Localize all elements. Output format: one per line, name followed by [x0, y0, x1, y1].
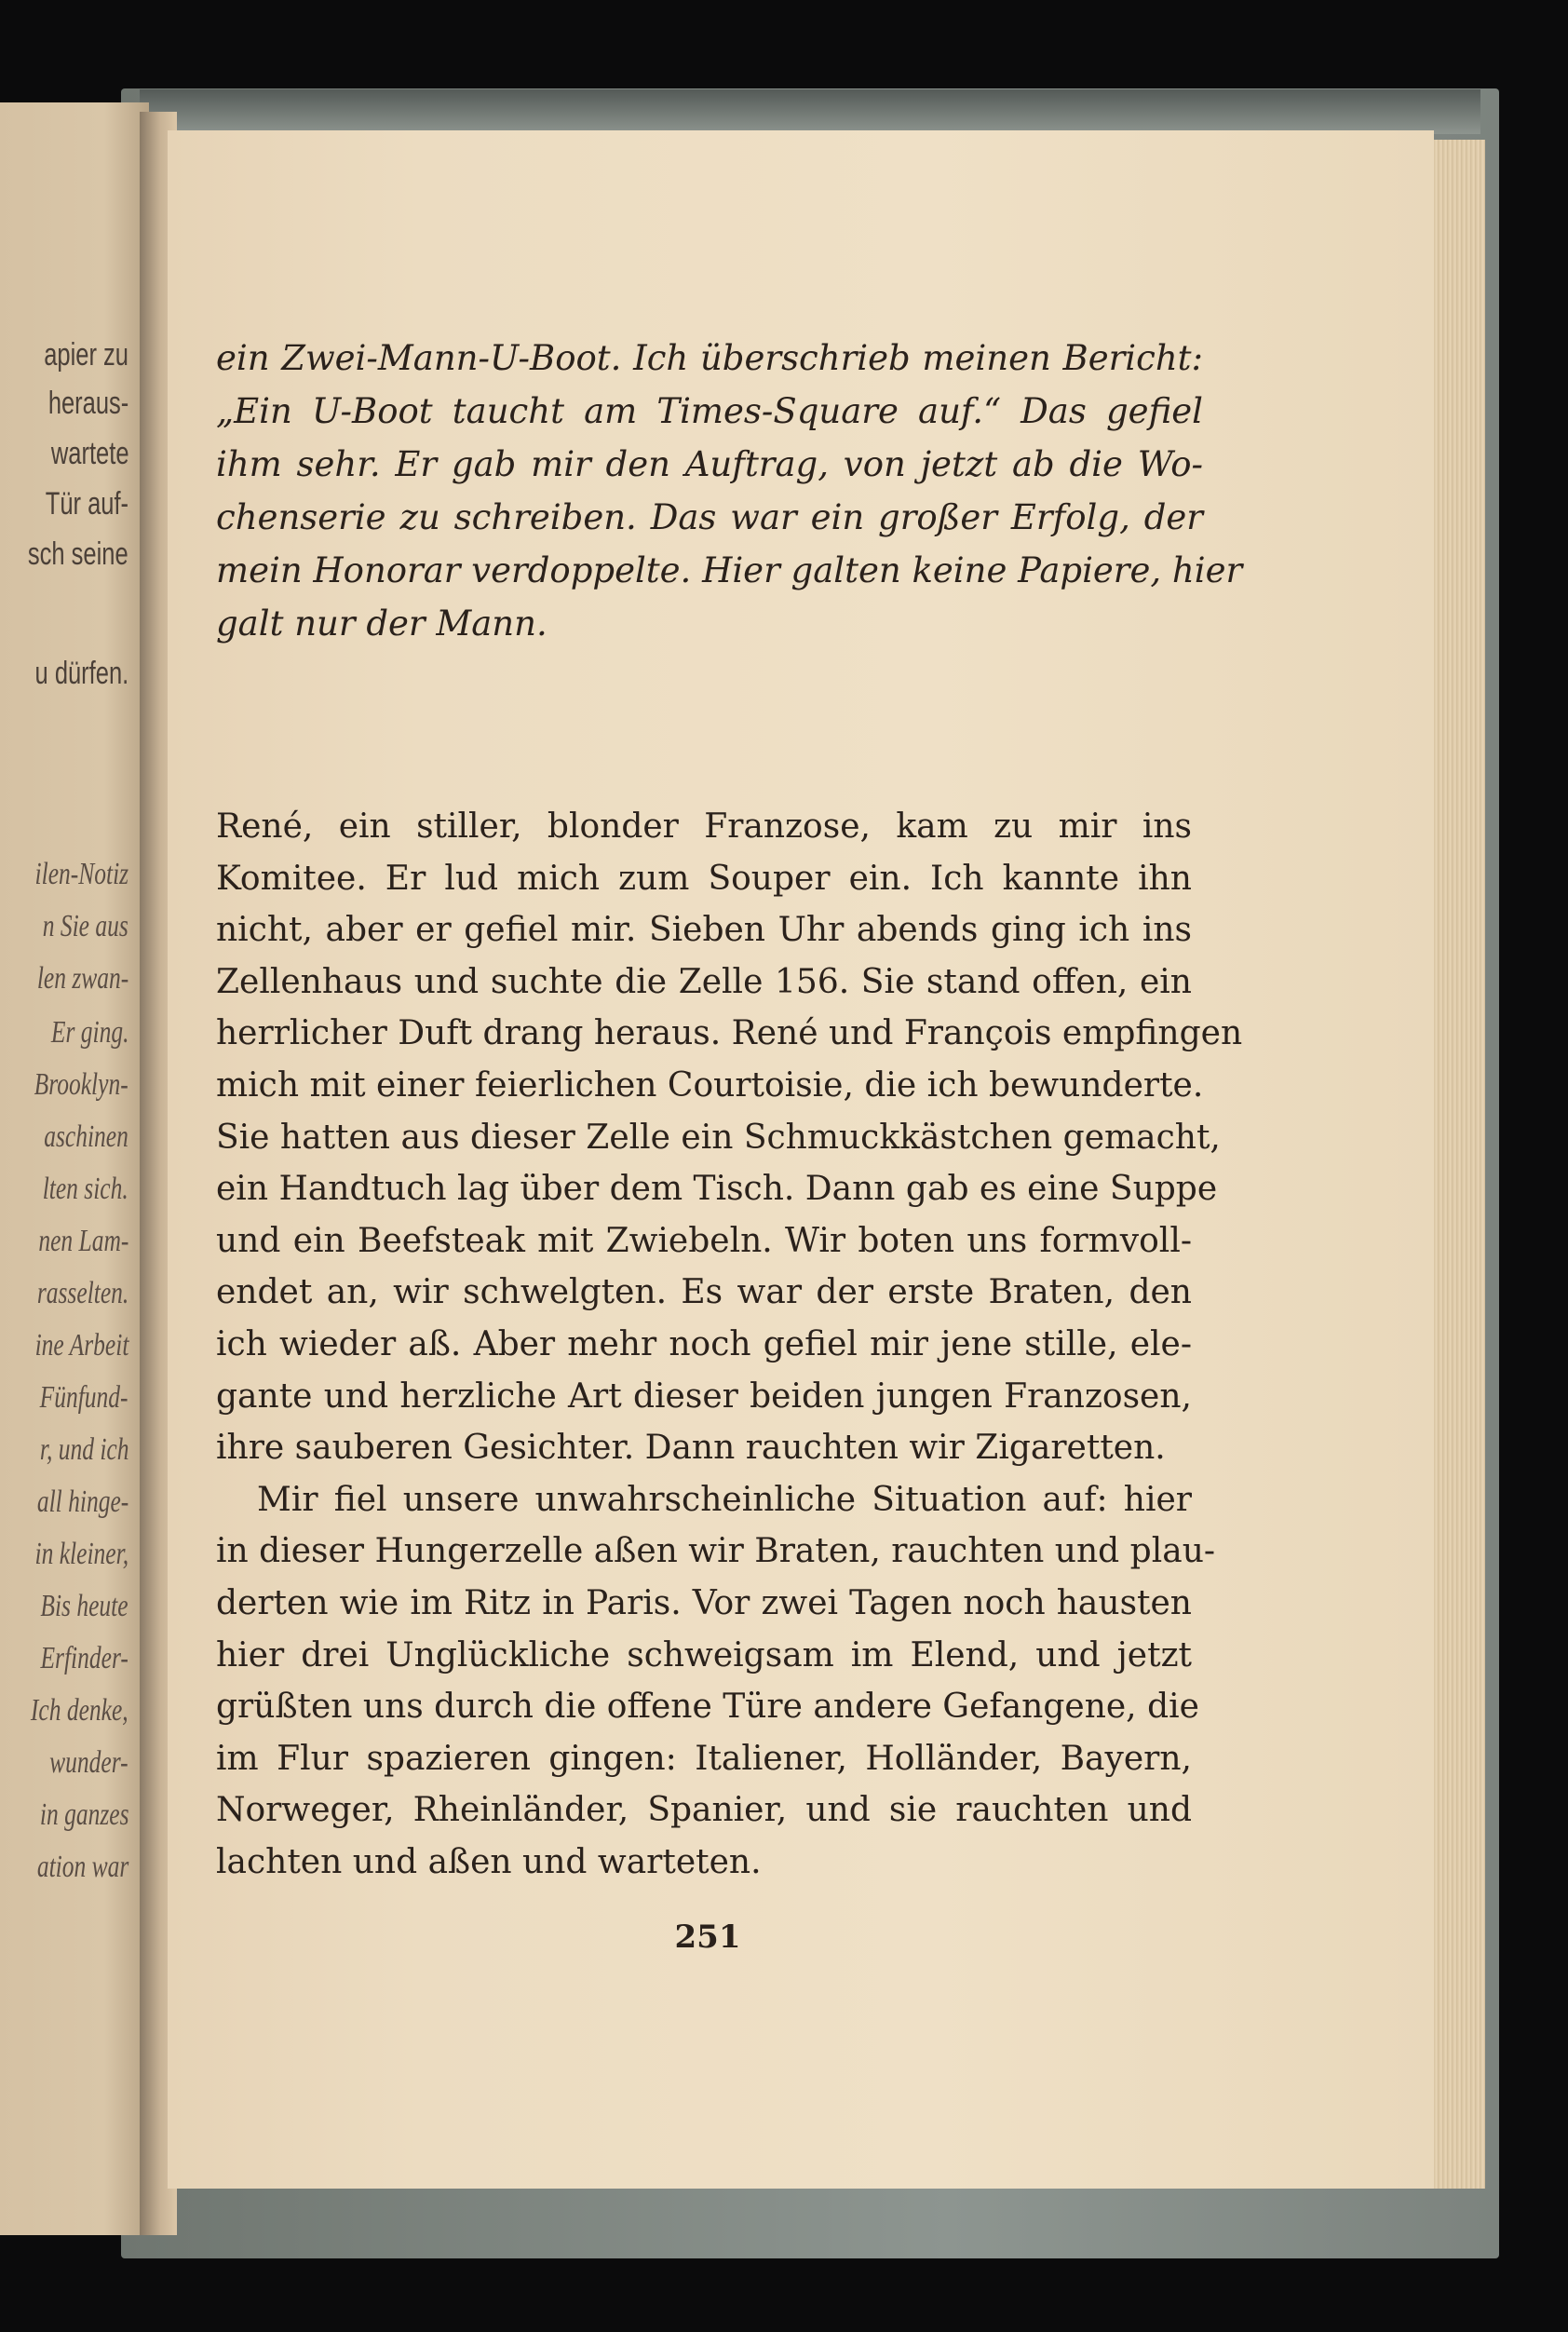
- page-number: 251: [674, 1918, 741, 1956]
- facing-page-line: heraus-: [47, 386, 128, 421]
- text-line: derten wie im Ritz in Paris. Vor zwei Tagen noch hausten: [216, 1583, 1192, 1622]
- text-line: ihm sehr. Er gab mir den Auftrag, von jetzt ab die Wo-: [216, 444, 1203, 484]
- text-line: grüßten uns durch die offene Türe andere Gefangene, die: [216, 1688, 1199, 1727]
- text-line: ich wieder aß. Aber mehr noch gefiel mir jene stille, ele-: [216, 1324, 1192, 1363]
- facing-page-line: ation war: [36, 1850, 128, 1884]
- facing-page-line: nen Lam-: [37, 1224, 128, 1258]
- text-line: gante und herzliche Art dieser beiden jungen Franzosen,: [216, 1376, 1192, 1416]
- facing-page-line: len zwan-: [36, 961, 128, 996]
- facing-page-line: in kleiner,: [34, 1537, 128, 1571]
- text-line: im Flur spazieren gingen: Italiener, Holländer, Bayern,: [216, 1739, 1192, 1778]
- text-line: ein Zwei-Mann-U-Boot. Ich überschrieb meinen Bericht:: [216, 338, 1203, 378]
- body-paragraphs: [216, 801, 1243, 1888]
- text-line: Zellenhaus und suchte die Zelle 156. Sie stand offen, ein: [216, 962, 1192, 1001]
- facing-page-line: in ganzes: [39, 1797, 128, 1832]
- facing-page-line: wunder-: [49, 1745, 128, 1780]
- text-line: chenserie zu schreiben. Das war ein großer Erfolg, der: [216, 497, 1203, 537]
- facing-page: [0, 102, 149, 2235]
- facing-page-line: Brooklyn-: [34, 1067, 128, 1102]
- text-line: mich mit einer feierlichen Courtoisie, die ich bewunderte.: [216, 1065, 1204, 1105]
- facing-page-line: Tür auf-: [45, 486, 128, 522]
- book-spine-top: [140, 89, 1480, 134]
- text-line: galt nur der Mann.: [216, 603, 547, 644]
- facing-page-line: Er ging.: [50, 1015, 128, 1050]
- text-line: Mir fiel unsere unwahrscheinliche Situation auf: hier: [257, 1480, 1192, 1519]
- text-line: Sie hatten aus dieser Zelle ein Schmuckkästchen gemacht,: [216, 1118, 1221, 1157]
- text-line: mein Honorar verdoppelte. Hier galten keine Papiere, hier: [216, 550, 1243, 590]
- facing-page-line: u dürfen.: [34, 656, 128, 691]
- text-line: René, ein stiller, blonder Franzose, kam zu mir ins: [216, 807, 1192, 846]
- facing-page-line: rasselten.: [36, 1276, 128, 1310]
- facing-page-line: sch seine: [28, 536, 128, 572]
- text-line: Norweger, Rheinländer, Spanier, und sie rauchten und: [216, 1791, 1192, 1830]
- facing-page-line: lten sich.: [42, 1172, 128, 1206]
- facing-page-line: Erfinder-: [40, 1641, 128, 1675]
- facing-page-line: all hinge-: [36, 1485, 128, 1519]
- facing-page-line: Ich denke,: [31, 1693, 128, 1728]
- text-line: endet an, wir schwelgten. Es war der erste Braten, den: [216, 1273, 1192, 1312]
- facing-page-line: apier zu: [44, 337, 128, 373]
- facing-page-line: Bis heute: [40, 1589, 128, 1623]
- text-line: nicht, aber er gefiel mir. Sieben Uhr abends ging ich ins: [216, 911, 1192, 950]
- facing-page-line: wartete: [50, 436, 128, 471]
- text-line: hier drei Unglückliche schweigsam im Elend, und jetzt: [216, 1635, 1192, 1674]
- facing-page-line: r, und ich: [39, 1432, 128, 1467]
- facing-page-line: n Sie aus: [42, 909, 128, 943]
- facing-page-line: ilen-Notiz: [34, 857, 128, 891]
- text-line: in dieser Hungerzelle aßen wir Braten, rauchten und plau-: [216, 1532, 1216, 1571]
- text-line: ihre sauberen Gesichter. Dann rauchten wir Zigaretten.: [216, 1429, 1166, 1468]
- text-line: Komitee. Er lud mich zum Souper ein. Ich kannte ihn: [216, 859, 1192, 898]
- italic-paragraph: [216, 332, 1243, 650]
- text-line: und ein Beefsteak mit Zwiebeln. Wir boten uns formvoll-: [216, 1221, 1192, 1260]
- facing-page-line: ine Arbeit: [34, 1328, 128, 1363]
- facing-page-line: aschinen: [44, 1119, 128, 1154]
- text-line: „Ein U-Boot taucht am Times-Square auf.“ Das gefiel: [216, 391, 1203, 431]
- text-line: lachten und aßen und warteten.: [216, 1842, 762, 1881]
- text-line: ein Handtuch lag über dem Tisch. Dann gab es eine Suppe: [216, 1170, 1218, 1209]
- facing-page-line: Fünfund-: [40, 1380, 128, 1415]
- text-line: herrlicher Duft drang heraus. René und François empfingen: [216, 1014, 1243, 1053]
